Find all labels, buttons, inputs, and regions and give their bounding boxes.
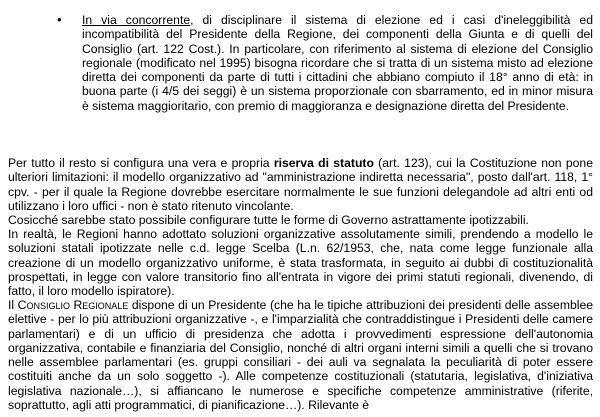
para4-text: dispone di un Presidente (che ha le tipiche attribuzioni dei presidenti delle assemblee elettive - per lo più attribuzioni organizzative -, e l'imparzialità che contraddistingue i Presidenti delle camere parlamentari) e di un ufficio di presidenza che adotta i provvedimenti espressione dell'autonomia organizzativa, contabile e finanziaria del Consiglio, nonché di altri organi interni simili a quelli che si trovano nelle assemblee parlamentari (es. gruppi consiliari - dei auli va segnalata la peculiarità di poter essere costituiti anche da un solo soggetto -). Alle competenze costituzionali (statutaria, legislativa, d'iniziativa legislativa nazionale…), si affiancano le numerose e specifiche competenze amministrative (riferite, soprattutto, agli atti programmatici, di pianificazione…). Rilevante è xyxy=(8,298,594,412)
paragraph-consiglio-regionale xyxy=(8,298,593,412)
para1-text-end: (art. 123), cui la Costituzione non pone ulteriori limitazioni: il modello organizzativo ad "amministrazione indiretta necessaria", posto dall'art. 118, 1° cpv. - per il quale la Regione dovrebbe esercitare normalmente le sue funzioni delegandole ad altri enti od utilizzano i loro uffici - non è stato ritenuto vincolante. xyxy=(8,156,593,213)
paragraph-in-realta xyxy=(8,227,593,298)
para2-text: Cosicché sarebbe stato possibile configurare tutte le forme di Governo astrattamente ipotizzabili. xyxy=(8,213,529,227)
para3-text: In realtà, le Regioni hanno adottato soluzioni organizzative assolutamente simili, prendendo a modello le soluzioni statali ipotizzate nelle c.d. legge Scelba (L.n. 62/1953, che, nata come legge funzionale alla creazione di un modello organizzativo uniforme, è stata trasformata, in seguito ai dubbi di costituzionalità prospettati, in legge con valore transitorio fino all'entrata in vigore dei primi statuti regionali, divenendo, di fatto, il loro modello ispiratore). xyxy=(8,227,593,298)
paragraph-cosicche xyxy=(8,213,593,227)
paragraph-riserva-statuto xyxy=(8,156,593,213)
para4-smallcaps-term: Consiglio Regionale xyxy=(17,298,129,312)
bullet-marker: • xyxy=(57,12,62,27)
bullet-list-item xyxy=(57,13,593,113)
para4-prefix: Il xyxy=(8,298,18,312)
para1-text-start: Per tutto il resto si configura una vera e propria xyxy=(8,156,274,170)
para1-bold-term: riserva di statuto xyxy=(273,156,374,170)
bullet-lead-underlined: In via concorrente xyxy=(82,13,191,27)
bullet-paragraph xyxy=(82,13,593,113)
bullet-body-text: , di disciplinare il sistema di elezione ed i casi d'ineleggibilità ed incompatibilità del Presidente della Regione, dei componenti della Giunta e di quelli del Consiglio (art. 122 Cost.). In particolare, con riferimento al sistema di elezione del Consiglio regionale (modificato nel 1995) bisogna ricordare che si tratta di un sistema misto ad elezione diretta dei componenti da parte di tutti i cittadini che abbiano compiuto il 18° anno di età: in buona parte (i 4/5 dei seggi) è un sistema proporzionale con sbarramento, ed in minor misura è sistema maggioritario, con premio di maggioranza e designazione diretta del Presidente. xyxy=(82,13,593,113)
